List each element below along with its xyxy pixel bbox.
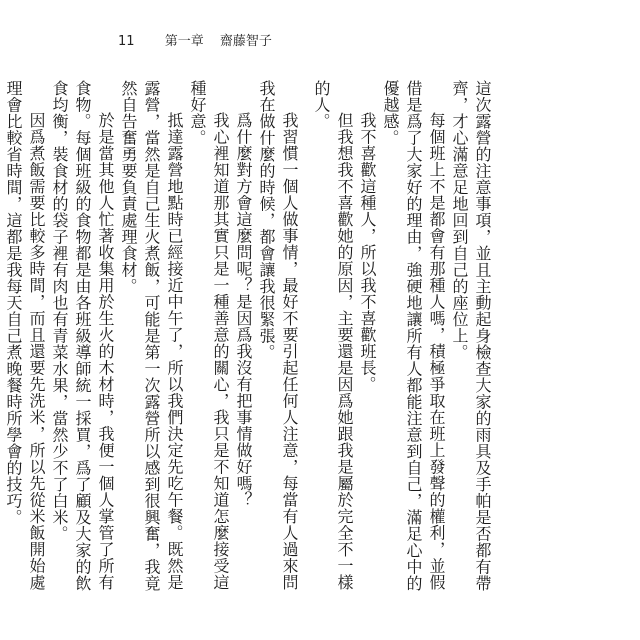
paragraph: 爲什麼對方會這麼問呢？是因爲我沒有把事情做好嗎？ [234,112,253,508]
page-number: 11 [118,34,135,49]
chapter-title: 齋藤智子 [219,34,272,49]
paragraph: 抵達露營地點時已經接近中午了，所以我們決定先吃午餐。既然是露營，當然是自己生火煮飯，可能是第一次露營所以感到很興奮，我竟然自告奮勇要負責處理食材。 [119,80,184,592]
paragraph: 我不喜歡這種人，所以我不喜歡班長。 [358,112,377,393]
paragraph: 每個班上不是都會有那種人嗎，積極爭取在班上發聲的權利，並假借是爲了大家好的理由，強硬地讓所有人都能注意到自己，滿足心中的優越感。 [381,80,446,592]
paragraph: 這次露營的注意事項，並且主動起身檢查大家的雨具及手帕是否都有帶齊，才心滿意足地回到自己的座位上。 [450,80,492,592]
paragraph: 因爲煮飯需要比較多時間，而且還要先洗米，所以先從米飯開始處理會比較省時間，這都是我每天自己煮晚餐時所學會的技巧。 [4,80,46,591]
paragraph: 但我想我不喜歡她的原因，主要還是因爲她跟我是屬於完全不一樣的人。 [312,80,354,591]
paragraph: 於是當其他人忙著收集用於生火的木材時，我便一個人掌管了所有食物。每個班級的食物都是由各班級導師統一採買，爲了顧及大家的飲食均衡，裝食材的袋子裡有肉也有青菜水果，當然少不了白米。 [50,80,115,592]
paragraph: 我習慣一個人做事情，最好不要引起任何人注意，每當有人過來問我在做什麼的時候，都會讓我很緊張。 [257,80,299,591]
paragraph: 我心裡知道那其實只是一種善意的關心，我只是不知道怎麼接受這種好意。 [188,80,230,591]
body-text [4,80,494,600]
page-header [118,30,272,49]
chapter-label: 第一章 [164,34,204,49]
